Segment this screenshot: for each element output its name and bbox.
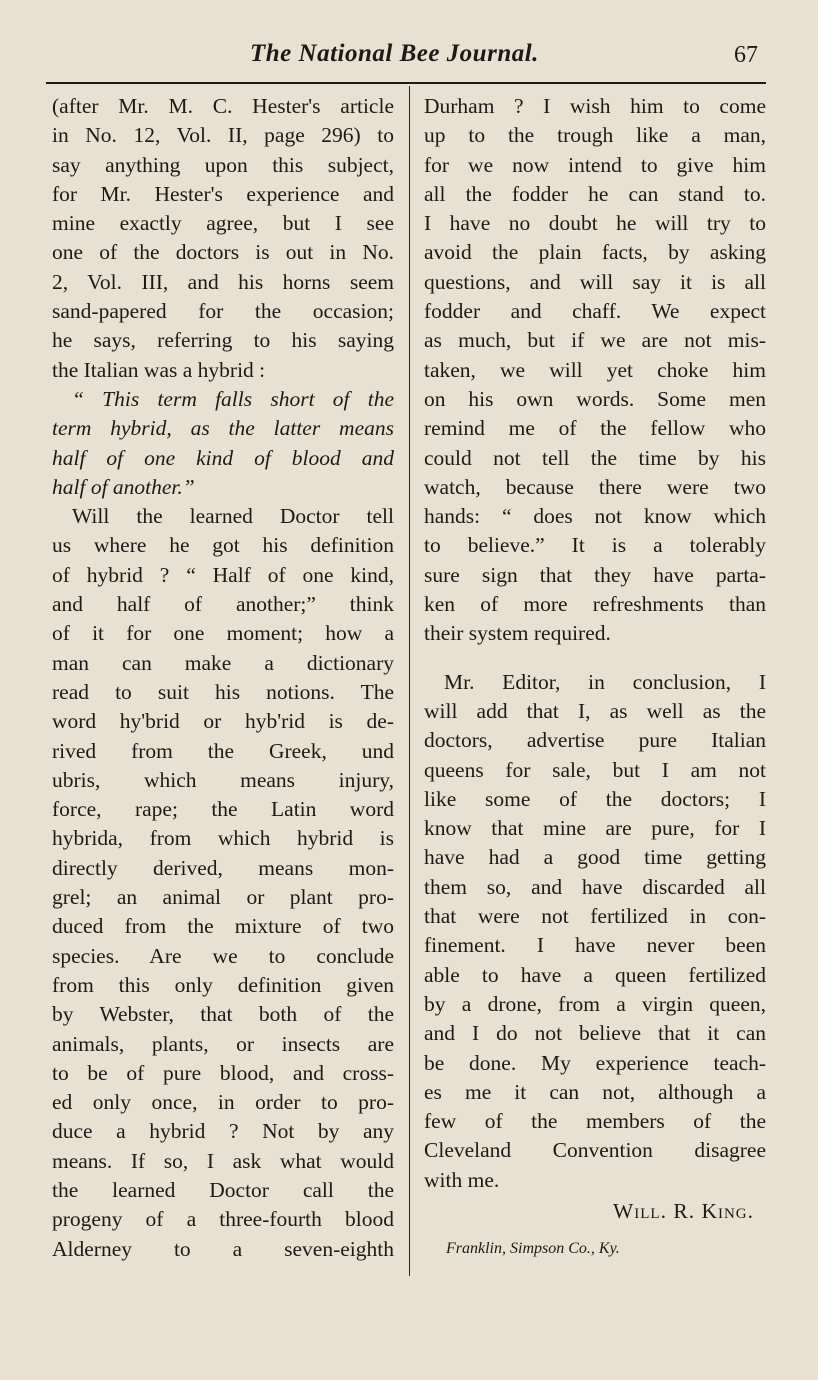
text-line: hybrida, from which hybrid is <box>52 826 394 851</box>
text-line: one of the doctors is out in No. <box>52 240 394 265</box>
text-line: ed only once, in order to pro- <box>52 1090 394 1115</box>
text-line: ubris, which means injury, <box>52 767 394 792</box>
text-line: for we now intend to give him <box>424 152 766 177</box>
text-line: by a drone, from a virgin queen, <box>424 991 766 1016</box>
text-line: rived from the Greek, und <box>52 738 394 763</box>
text-line: questions, and will say it is all <box>424 269 766 294</box>
text-line: of hybrid ? “ Half of one kind, <box>52 562 394 587</box>
quote-line: half of another.” <box>52 474 195 499</box>
text-line: on his own words. Some men <box>424 386 766 411</box>
header-rule <box>46 82 766 84</box>
text-line: fodder and chaff. We expect <box>424 299 766 324</box>
text-line: mine exactly agree, but I see <box>52 211 394 236</box>
text-line: directly derived, means mon- <box>52 855 394 880</box>
journal-title: The National Bee Journal. <box>250 40 539 67</box>
column-divider <box>409 86 410 1276</box>
text-line: say anything upon this subject, <box>52 152 394 177</box>
text-line: remind me of the fellow who <box>424 416 766 441</box>
text-line: queens for sale, but I am not <box>424 757 766 782</box>
text-line: ken of more refreshments than <box>424 592 766 617</box>
text-line: with me. <box>424 1167 500 1192</box>
right-column <box>424 92 766 1264</box>
text-line: Cleveland Convention disagree <box>424 1138 766 1163</box>
text-line: in No. 12, Vol. II, page 296) to <box>52 123 394 148</box>
text-line: to be of pure blood, and cross- <box>52 1060 394 1085</box>
text-line: doctors, advertise pure Italian <box>424 728 766 753</box>
text-line: Will the learned Doctor tell <box>72 504 394 529</box>
quote-line: term hybrid, as the latter means <box>52 416 394 441</box>
text-line: force, rape; the Latin word <box>52 797 394 822</box>
text-line: means. If so, I ask what would <box>52 1148 394 1173</box>
text-line: finement. I have never been <box>424 933 766 958</box>
text-line: watch, because there were two <box>424 474 766 499</box>
text-line: could not tell the time by his <box>424 445 766 470</box>
text-line: have had a good time getting <box>424 845 766 870</box>
text-line: be done. My experience teach- <box>424 1050 766 1075</box>
text-line: the Italian was a hybrid : <box>52 357 266 382</box>
text-line: up to the trough like a man, <box>424 123 766 148</box>
text-line: Alderney to a seven-eighth <box>52 1236 394 1261</box>
text-line: es me it can not, although a <box>424 1079 766 1104</box>
text-line: their system required. <box>424 621 611 646</box>
text-line: for Mr. Hester's experience and <box>52 181 394 206</box>
left-column <box>52 92 394 1264</box>
page-number: 67 <box>734 42 758 68</box>
text-line: of it for one moment; how a <box>52 621 394 646</box>
quote-line: half of one kind of blood and <box>52 445 394 470</box>
text-line: know that mine are pure, for I <box>424 816 766 841</box>
text-line: he says, referring to his saying <box>52 328 394 353</box>
text-line: species. Are we to conclude <box>52 943 394 968</box>
text-line: avoid the plain facts, by asking <box>424 240 766 265</box>
text-line: from this only definition given <box>52 972 394 997</box>
text-line: sure sign that they have parta- <box>424 562 766 587</box>
text-line: duced from the mixture of two <box>52 914 394 939</box>
text-line: will add that I, as well as the <box>424 698 766 723</box>
author-signature: Will. R. King. <box>612 1198 754 1223</box>
running-head <box>0 36 818 76</box>
text-line: taken, we will yet choke him <box>424 357 766 382</box>
text-line: to believe.” It is a tolerably <box>424 533 766 558</box>
text-line: grel; an animal or plant pro- <box>52 885 394 910</box>
text-line: all the fodder he can stand to. <box>424 181 766 206</box>
text-line: few of the members of the <box>424 1109 766 1134</box>
text-line: us where he got his definition <box>52 533 394 558</box>
text-line: the learned Doctor call the <box>52 1177 394 1202</box>
text-line: read to suit his notions. The <box>52 679 394 704</box>
text-line: I have no doubt he will try to <box>424 211 766 236</box>
text-line: as much, but if we are not mis- <box>424 328 766 353</box>
text-line: sand-papered for the occasion; <box>52 299 394 324</box>
text-line: man can make a dictionary <box>52 650 394 675</box>
text-line: 2, Vol. III, and his horns seem <box>52 269 394 294</box>
text-line: duce a hybrid ? Not by any <box>52 1119 394 1144</box>
text-line: and half of another;” think <box>52 592 394 617</box>
text-line: by Webster, that both of the <box>52 1002 394 1027</box>
text-line: able to have a queen fertilized <box>424 962 766 987</box>
text-line: word hy'brid or hyb'rid is de- <box>52 709 394 734</box>
text-line: and I do not believe that it can <box>424 1021 766 1046</box>
text-line: Durham ? I wish him to come <box>424 94 766 118</box>
text-line: them so, and have discarded all <box>424 874 766 899</box>
text-line: Mr. Editor, in conclusion, I <box>444 669 766 694</box>
text-line: progeny of a three-fourth blood <box>52 1207 394 1232</box>
text-line: (after Mr. M. C. Hester's article <box>52 94 394 118</box>
text-line: that were not fertilized in con- <box>424 904 766 929</box>
text-line: like some of the doctors; I <box>424 786 766 811</box>
text-line: animals, plants, or insects are <box>52 1031 394 1056</box>
quote-line: “ This term falls short of the <box>72 386 394 411</box>
author-location: Franklin, Simpson Co., Ky. <box>446 1240 620 1258</box>
text-line: hands: “ does not know which <box>424 504 766 529</box>
